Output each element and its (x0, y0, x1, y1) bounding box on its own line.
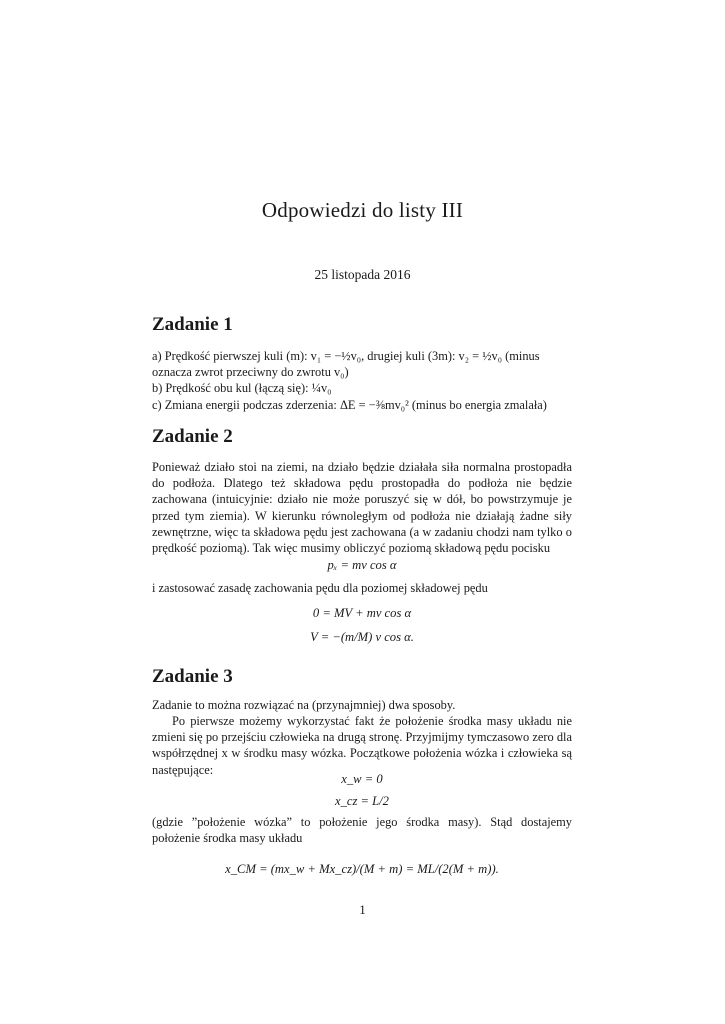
zadanie-1-line-c: c) Zmiana energii podczas zderzenia: ΔE = −⅜mv₀² (minus bo energia zmalała) (152, 397, 547, 412)
document-title: Odpowiedzi do listy III (261, 198, 464, 222)
section-heading-zadanie-3: Zadanie 3 (152, 666, 233, 687)
zadanie-1-line-a-cont: oznacza zwrot przeciwny do zwrotu v₀) (152, 365, 349, 380)
page-number: 1 (359, 902, 366, 917)
zadanie-2-equation-3: V = −(m/M) v cos α. (310, 630, 414, 644)
document-date: 25 listopada 2016 (314, 267, 411, 282)
zadanie-2-paragraph-1: Ponieważ działo stoi na ziemi, na działo będzie działała siła normalna prostopadła do podłoża. Dlatego też składowa pędu prostopadła do podłoża nie będzie zachowana (intuicyjnie: działo nie może poruszyć się w dół, bo powstrzymuje je przed tym ziemia). W kierunku równoległym od podłoża nie działają żadne siły zewnętrzne, więc ta składowa pędu jest zachowana (a w zadaniu chodzi nam tylko o prędkość poziomą). Tak więc musimy obliczyć poziomą składową pędu pocisku (152, 460, 572, 556)
section-heading-zadanie-1: Zadanie 1 (152, 314, 233, 335)
zadanie-3-equation-3: x_CM = (mx_w + Mx_cz)/(M + m) = ML/(2(M + m)). (225, 862, 499, 876)
section-heading-zadanie-2: Zadanie 2 (152, 426, 233, 447)
zadanie-1-line-b: b) Prędkość obu kul (łączą się): ¼v₀ (152, 381, 332, 396)
zadanie-1-body (152, 348, 572, 413)
zadanie-3-paragraph-3: (gdzie ”położenie wózka” to położenie jego środka masy). Stąd dostajemy położenie środka masy układu (152, 815, 572, 846)
zadanie-3-paragraph-1: Zadanie to można rozwiązać na (przynajmniej) dwa sposoby. (152, 698, 456, 712)
zadanie-2-equation-2: 0 = MV + mv cos α (312, 606, 412, 620)
zadanie-1-line-a: a) Prędkość pierwszej kuli (m): v₁ = −½v₀, drugiej kuli (3m): v₂ = ½v₀ (minus (152, 349, 540, 363)
zadanie-3-paragraph-2: Po pierwsze możemy wykorzystać fakt że położenie środka masy układu nie zmieni się po przejściu człowieka na drugą stronę. Przyjmijmy tymczasowo zero dla współrzędnej x w środku masy wózka. Początkowe położenia wózka i człowieka są następujące: (152, 714, 572, 777)
zadanie-2-paragraph-2: i zastosować zasadę zachowania pędu dla poziomej składowej pędu (152, 581, 488, 595)
zadanie-3-equation-2: x_cz = L/2 (335, 794, 389, 808)
zadanie-3-equation-1: x_w = 0 (341, 772, 383, 786)
zadanie-2-equation-1: pₓ = mv cos α (327, 558, 397, 572)
